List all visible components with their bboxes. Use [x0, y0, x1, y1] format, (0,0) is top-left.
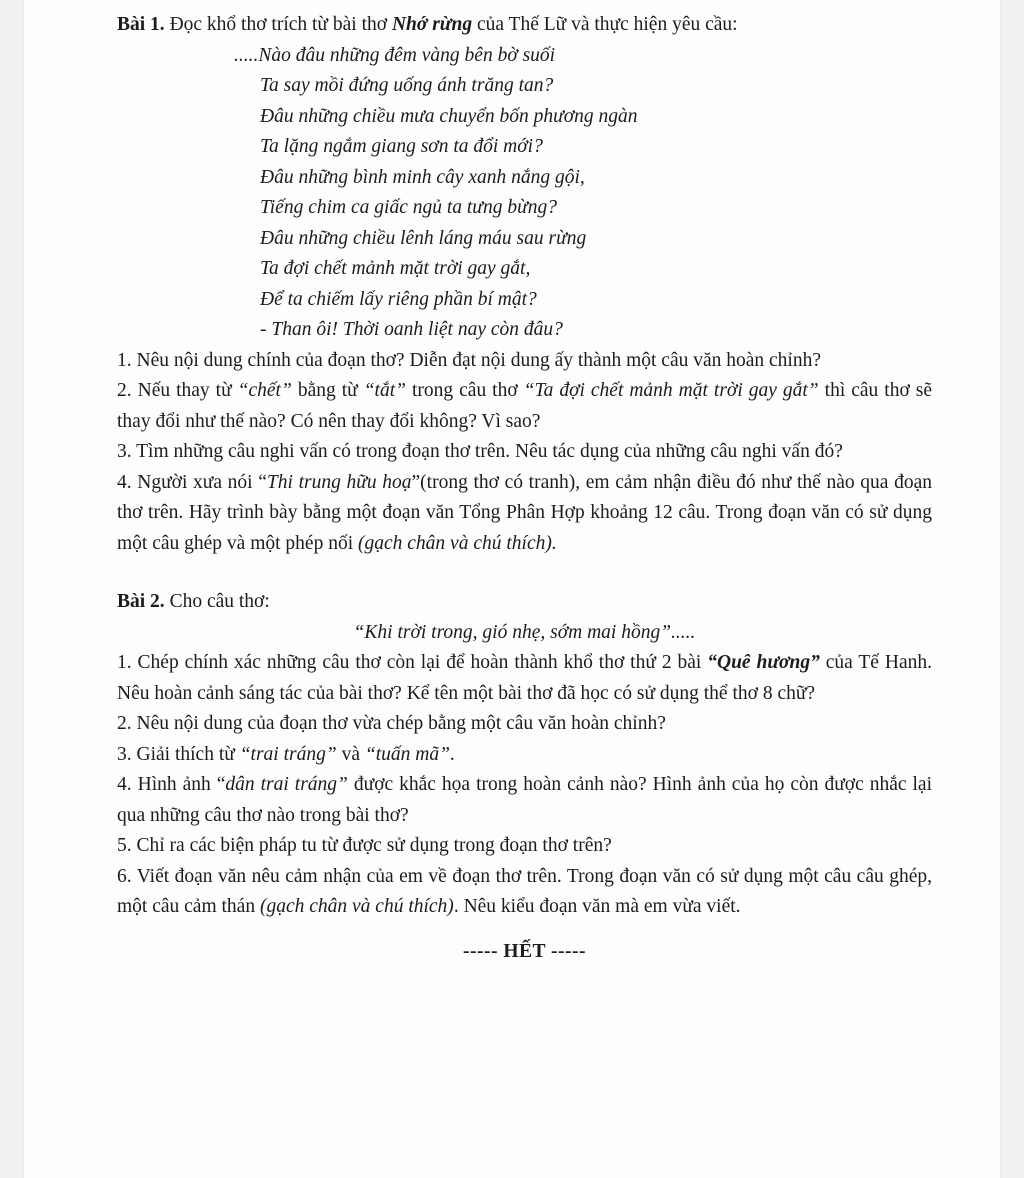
q3-text: và [336, 743, 365, 765]
poem-line: Ta say mồi đứng uống ánh trăng tan? [260, 75, 554, 96]
q1-text: của Tế Hanh. Nêu hoàn cảnh sáng tác của bài thơ? Kể tên một bài thơ đã học có sử dụng thể thơ 8 chữ? [117, 652, 932, 704]
q4-text: được khắc họa trong hoàn cảnh nào? Hình ảnh của họ còn được nhắc lại qua những câu thơ nào trong bài thơ? [117, 774, 933, 826]
document-page [24, 0, 1000, 1178]
bai1-poem-title: Nhớ rừng [391, 14, 473, 35]
poem-line: Đâu những chiều lênh láng máu sau rừng [260, 227, 587, 249]
poem-title-que-huong: “Quê hương” [707, 652, 820, 673]
bai1-question-4 [117, 468, 932, 560]
bai2-question-4 [117, 770, 932, 831]
q2-text: 2. Nếu thay từ [117, 380, 238, 401]
bai2-intro: Cho câu thơ: [164, 591, 270, 612]
bai2-question-2: 2. Nêu nội dung của đoạn thơ vừa chép bằng một câu văn hoàn chỉnh? [117, 713, 666, 734]
bai1-heading [117, 10, 932, 41]
q6-text: . Nêu kiểu đoạn văn mà em vừa viết. [453, 896, 741, 917]
poem-line: - Than ôi! Thời oanh liệt nay còn đâu? [260, 319, 563, 340]
bai2-heading [117, 587, 932, 618]
bai1-question-2 [117, 376, 932, 437]
poem-line [117, 41, 932, 72]
bai1-question-1: 1. Nêu nội dung chính của đoạn thơ? Diễn đạt nội dung ấy thành một câu văn hoàn chỉnh? [117, 349, 822, 371]
bai1-intro-pre: Đọc khổ thơ trích từ bài thơ [164, 14, 392, 35]
poem-line-text: .....Nào đâu những đêm vàng bên bờ suối [234, 44, 556, 66]
poem-line: Ta lặng ngắm giang sơn ta đổi mới? [260, 136, 543, 157]
section-gap [117, 559, 932, 587]
q4-text: ”(trong thơ có tranh), em cảm nhận điều đó như thế nào qua đoạn thơ trên. Hãy trình bày bằng một đoạn văn Tổng Phân Hợp khoảng 12 câu. Trong đoạn văn có sử dụng một câu ghép và một phép nối [117, 471, 932, 554]
bai2-question-6 [117, 862, 932, 923]
q1-text: 1. Chép chính xác những câu thơ còn lại để hoàn thành khổ thơ thứ 2 bài [117, 652, 708, 673]
q6-note: (gạch chân và chú thích) [259, 896, 454, 917]
bai1-label: Bài 1. [117, 14, 165, 35]
poem-line: Ta đợi chết mảnh mặt trời gay gắt, [260, 258, 531, 279]
q2-word-chet: “chết” [237, 380, 292, 401]
bai2-label: Bài 2. [117, 591, 165, 612]
q4-saying: Thi trung hữu hoạ [266, 471, 412, 493]
bai1-intro-post: của Thế Lữ và thực hiện yêu cầu: [472, 14, 738, 35]
bai2-question-1 [117, 648, 932, 709]
q4-text: 4. Người xưa nói “ [117, 471, 267, 493]
document-content [117, 10, 932, 987]
q2-text: trong câu thơ [405, 380, 524, 401]
q4-image: dân trai tráng” [225, 774, 348, 795]
q2-word-tat: “tắt” [363, 380, 406, 401]
q3-text: 3. Giải thích từ [117, 743, 240, 765]
poem-line: Tiếng chim ca giấc ngủ ta tưng bừng? [260, 197, 557, 218]
bai2-quote: “Khi trời trong, gió nhẹ, sớm mai hồng”..... [353, 621, 696, 643]
q2-text: bằng từ [291, 380, 364, 401]
poem-line: Đâu những bình minh cây xanh nắng gội, [260, 166, 585, 188]
end-marker: ----- HẾT ----- [462, 940, 586, 962]
bai2-question-5: 5. Chỉ ra các biện pháp tu từ được sử dụng trong đoạn thơ trên? [117, 835, 612, 856]
poem-line: Để ta chiếm lấy riêng phần bí mật? [260, 288, 537, 310]
q2-quoted-line: “Ta đợi chết mảnh mặt trời gay gắt” [523, 380, 819, 401]
poem-line: Đâu những chiều mưa chuyển bốn phương ngàn [260, 105, 638, 127]
bai1-question-3: 3. Tìm những câu nghi vấn có trong đoạn thơ trên. Nêu tác dụng của những câu nghi vấn đó? [117, 441, 843, 462]
q6-text: 6. Viết đoạn văn nêu cảm nhận của em về đoạn thơ trên. Trong đoạn văn có sử dụng một câu câu ghép, một câu cảm thán [117, 865, 932, 917]
q3-word: “tuấn mã” [364, 743, 450, 765]
q4-text: 4. Hình ảnh “ [117, 774, 226, 795]
bai2-question-3 [117, 740, 932, 771]
q2-text: thì câu thơ sẽ thay đổi như thế nào? Có nên thay đổi không? Vì sao? [117, 380, 932, 432]
bai1-poem [117, 41, 932, 346]
q3-text: . [449, 743, 455, 765]
q4-note: (gạch chân và chú thích). [358, 532, 557, 554]
q3-word: “trai tráng” [239, 743, 337, 765]
